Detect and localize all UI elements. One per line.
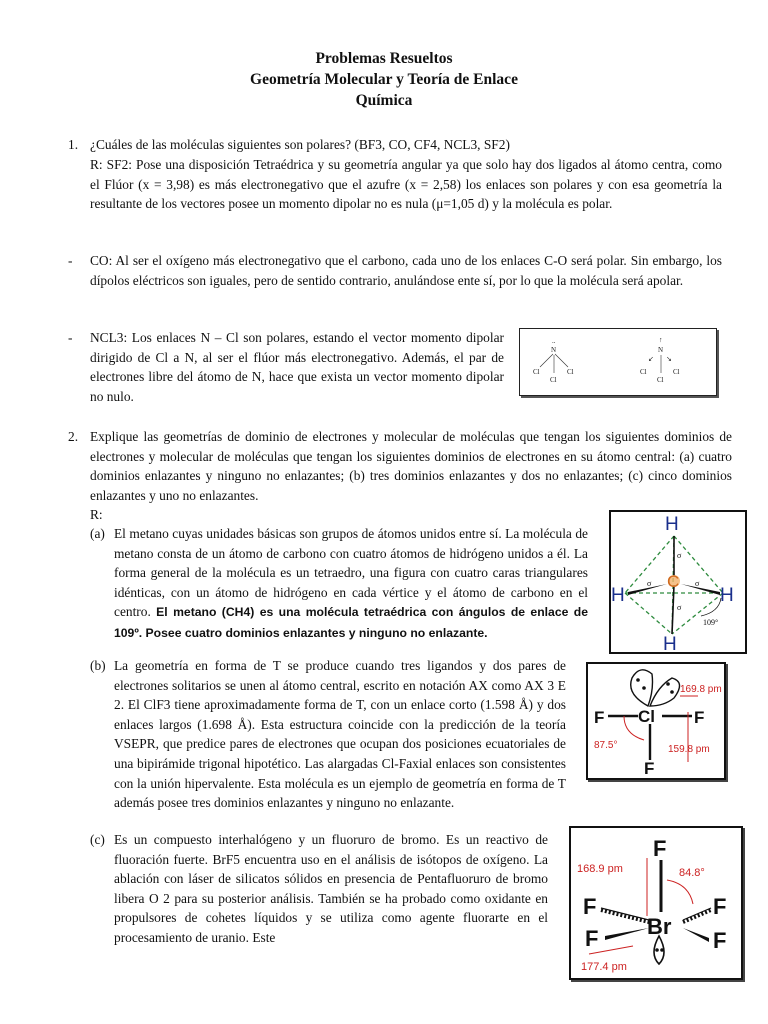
- ch4-sigma-1: σ: [677, 551, 682, 560]
- ncl3-lone-pair-left: ..: [552, 337, 556, 345]
- ncl3-paragraph: NCL3: Los enlaces N – Cl son polares, estando el vector momento dipolar dirigido de Cl a N, al ser el flúor más electronegativo. Además, el par de electrones libre del átomo de N, hace que exista un vector momento dipolar no nulo.: [90, 330, 504, 404]
- ch4-angle: 109°: [703, 618, 719, 627]
- clf3-angle: 87.5°: [594, 740, 618, 751]
- brf5-f-right-upper: F: [713, 894, 727, 919]
- brf5-distance-2: 177.4 pm: [581, 961, 627, 973]
- brf5-distance-1: 168.9 pm: [577, 863, 623, 875]
- brf5-f-left-lower: F: [585, 926, 599, 951]
- part-c-paragraph: Es un compuesto interhalógeno y un fluoruro de bromo. Es un reactivo de fluoración fuerte. BrF5 encuentra uso en el análisis de isótopos de oxígeno. La ablación con láser de silicatos sólidos en presencia de Pentafluoruro de bromo libera O 2 para su posterior análisis. También se ha probado como oxidante en propulsores de cohetes líquidos y se utiliza como agente fluorarte en el procesamiento de uranio. Este: [114, 832, 548, 945]
- question-1-answer: R: SF2: Pose una disposición Tetraédrica y su geometría angular ya que solo hay dos ligados al átomo centra, como el Flúor (x = 3,98) es más electronegativo que el azufre (x = 2,58) los enlaces son polares y con esa geometría la resultante de los vectores posee un momento dipolar no es nula (μ=1,05 d) y la molécula es polar.: [90, 157, 722, 212]
- part-b-paragraph: La geometría en forma de T se produce cuando tres ligandos y dos pares de electrones solitarios se unen al átomo central, escrito en notación AX como AX 3 E 2. El ClF3 tiene aproximadamente forma de T, con un enlace corto (1.598 Å) y dos enlaces largos (1.698 Å). Esta estructura coincide con la predicción de la teoría VSEPR, que predice pares de electrones que ocupan dos posiciones ecuatoriales de una bipirámide trigonal hipotético. Las alargadas Cl-Faxial enlaces son consistentes con la unión hipervalente. Esta molécula es un ejemplo de geometría en forma de T además posee tres dominios enlazantes y ninguno no enlazante.: [114, 658, 566, 811]
- question-2-number: 2.: [68, 429, 79, 444]
- ncl3-figure: [519, 328, 717, 396]
- ncl3-bullet: -: [68, 330, 73, 345]
- brf5-diagram: [571, 828, 741, 978]
- ch4-c-atom: C: [667, 572, 680, 591]
- brf5-f-right-lower: F: [713, 928, 727, 953]
- part-a-paragraph: [114, 524, 588, 644]
- ncl3-cl-right-1: Cl: [640, 368, 647, 376]
- clf3-f-bottom: F: [644, 759, 655, 778]
- ncl3-arrow-right: ↘: [666, 355, 672, 363]
- ncl3-cl-left-3: Cl: [550, 376, 557, 384]
- ch4-h-top: H: [665, 514, 679, 535]
- co-paragraph: CO: Al ser el oxígeno más electronegativo que el carbono, cada uno de los enlaces C-O será polar. Sin embargo, los dípolos eléctricos son iguales, pero de sentido contrario, anulándose ente sí, por lo que la molécula será apolar.: [90, 253, 722, 288]
- ncl3-arrow-up: ↑: [659, 336, 663, 344]
- question-2-text: Explique las geometrías de dominio de electrones y molecular de moléculas que tengan los siguientes dominios de electrones y molecular de moléculas que tengan los siguientes dominios de electrones en su átomo central: (a) cuatro dominios enlazantes y ninguno no enlazantes; (b) tres dominios enlazantes y dos no enlazantes; (c) cinco dominios enlazantes y uno no enlazantes.: [90, 429, 732, 503]
- document-course: Química: [355, 92, 413, 109]
- ch4-h-left: H: [611, 585, 625, 606]
- brf5-br-atom: Br: [647, 914, 672, 939]
- brf5-angle: 84.8°: [679, 867, 705, 879]
- clf3-cl-atom: Cl: [638, 707, 655, 726]
- ncl3-cl-left-2: Cl: [567, 368, 574, 376]
- document-subtitle: Geometría Molecular y Teoría de Enlace: [250, 71, 518, 88]
- ch4-diagram: [611, 512, 745, 652]
- ncl3-diagram: [520, 329, 716, 395]
- part-b-label: (b): [90, 658, 106, 673]
- clf3-distance-2: 159.8 pm: [668, 744, 710, 755]
- question-1-number: 1.: [68, 137, 79, 152]
- brf5-f-top: F: [653, 836, 667, 861]
- brf5-f-left-upper: F: [583, 894, 597, 919]
- part-a-bold: El metano (CH4) es una molécula tetraédrica con ángulos de enlace de 109º. Posee cuatro dominios enlazantes y ninguno no enlazante.: [114, 605, 588, 640]
- ch4-figure: [609, 510, 747, 654]
- ch4-sigma-3: σ: [695, 579, 700, 588]
- co-bullet: -: [68, 253, 73, 268]
- ncl3-cl-left-1: Cl: [533, 368, 540, 376]
- ncl3-cl-right-3: Cl: [657, 376, 664, 384]
- clf3-diagram: [588, 664, 724, 778]
- ch4-sigma-4: σ: [677, 603, 682, 612]
- ncl3-arrow-left: ↙: [648, 355, 654, 363]
- clf3-figure: [586, 662, 726, 780]
- clf3-distance-1: 169.8 pm: [680, 684, 722, 695]
- clf3-f-right: F: [694, 708, 705, 727]
- ch4-h-right: H: [720, 585, 734, 606]
- ncl3-cl-right-2: Cl: [673, 368, 680, 376]
- question-1-text: ¿Cuáles de las moléculas siguientes son polares? (BF3, CO, CF4, NCL3, SF2): [90, 137, 510, 152]
- ncl3-n-left: N: [551, 346, 557, 354]
- part-a-label: (a): [90, 526, 105, 541]
- ch4-h-bottom: H: [663, 634, 677, 652]
- ncl3-n-right: N: [658, 346, 664, 354]
- part-a-text: El metano cuyas unidades básicas son grupos de átomos unidos entre sí. La molécula de metano consta de un átomo de carbono con cuatro átomos de hidrógeno unidos a él. La forma general de la molécula es un tetraedro, una figura con cuatro caras triangulares idénticas, con un átomo de hidrógeno en cada vértice y el átomo de carbono en el centro.: [114, 526, 588, 620]
- ch4-sigma-2: σ: [647, 579, 652, 588]
- clf3-f-left: F: [594, 708, 605, 727]
- brf5-figure: [569, 826, 743, 980]
- document-title: Problemas Resueltos: [315, 50, 453, 67]
- document-header: [0, 48, 768, 111]
- part-c-label: (c): [90, 832, 105, 847]
- question-2-r-label: R:: [90, 507, 103, 522]
